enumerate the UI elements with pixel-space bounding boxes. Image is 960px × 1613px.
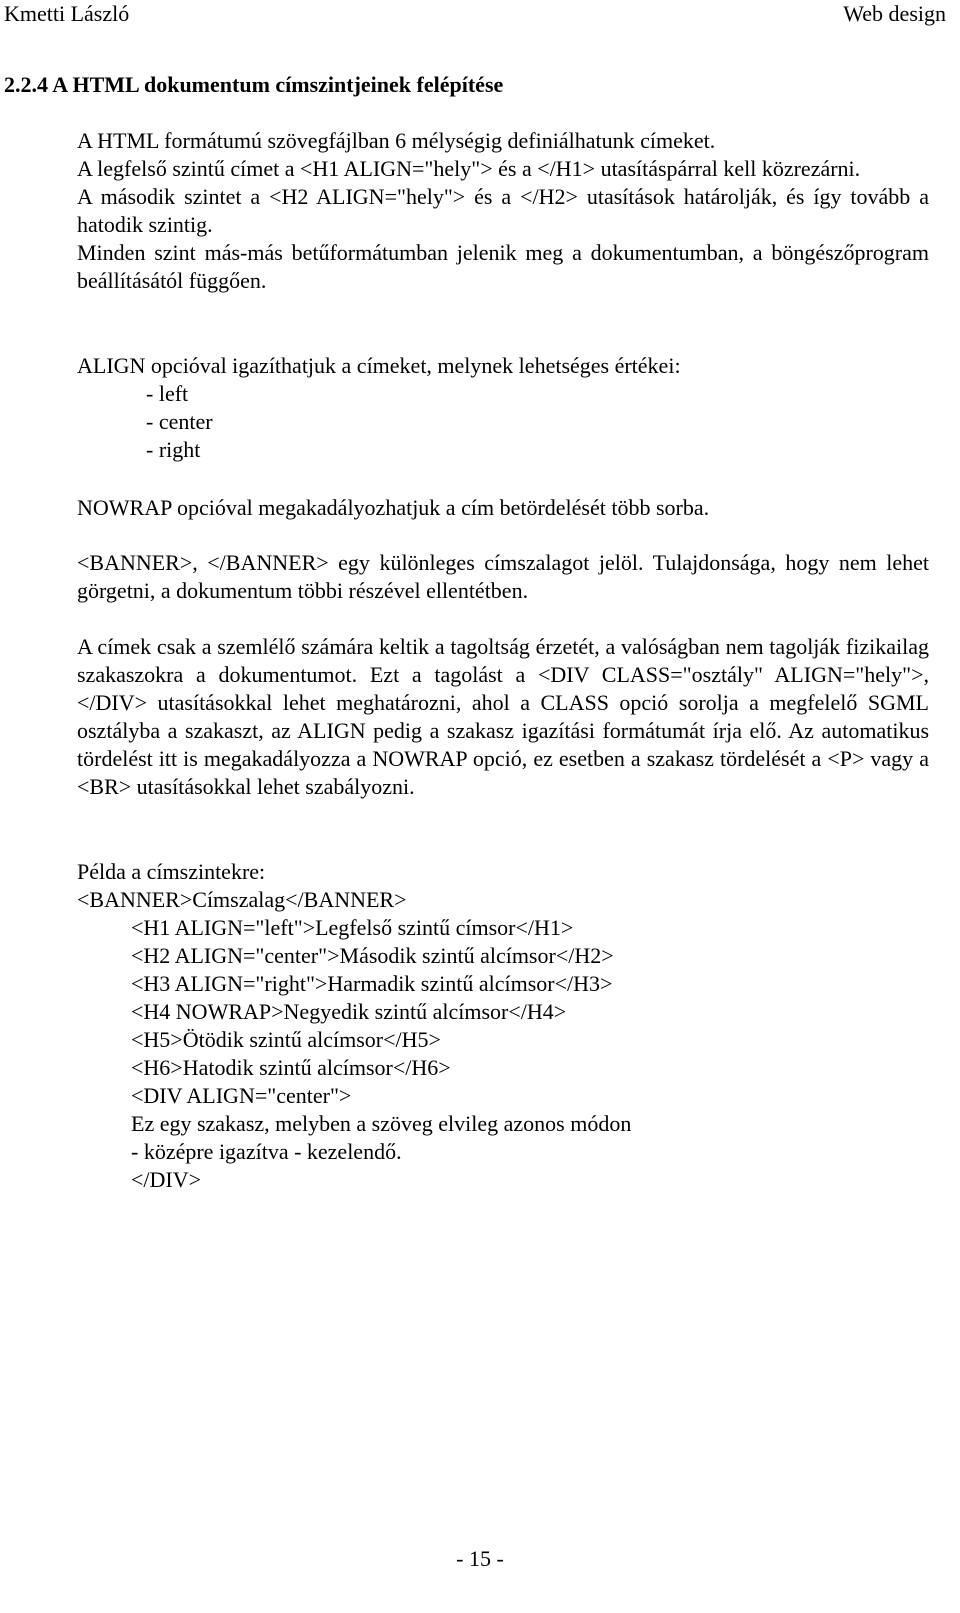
example-code-line: </DIV> (131, 1167, 202, 1192)
example-code-line: <H2 ALIGN="center">Második szintű alcímsor</H2> (131, 943, 614, 968)
intro-block (77, 127, 929, 295)
header-course: Web design (843, 1, 946, 26)
align-block (77, 352, 929, 464)
align-value-item: - left (146, 381, 189, 406)
align-value-item: - right (146, 437, 201, 462)
banner-paragraph: <BANNER>, </BANNER> egy különleges címszalagot jelöl. Tulajdonsága, hogy nem lehet görgetni, a dokumentum többi részével ellentétben. (77, 550, 929, 603)
example-block (77, 858, 929, 1194)
intro-paragraph-1: A HTML formátumú szövegfájlban 6 mélységig definiálhatunk címeket. (77, 128, 716, 153)
example-code-line: <DIV ALIGN="center"> (131, 1083, 352, 1108)
intro-paragraph-3: A második szintet a <H2 ALIGN="hely"> és a </H2> utasítások határolják, és így tovább a hatodik szintig. (77, 184, 929, 237)
example-code-line: <H4 NOWRAP>Negyedik szintű alcímsor</H4> (131, 999, 567, 1024)
intro-paragraph-2: A legfelső szintű címet a <H1 ALIGN="hely"> és a </H1> utasításpárral kell közrezárni. (77, 156, 861, 181)
section-title: 2.2.4 A HTML dokumentum címszintjeinek felépítése (4, 72, 504, 97)
example-title: Példa a címszintekre: (77, 859, 266, 884)
structure-paragraph: A címek csak a szemlélő számára keltik a tagoltság érzetét, a valóságban nem tagolják fizikailag szakaszokra a dokumentumot. Ezt a tagolást a <DIV CLASS="osztály" ALIGN="hely">, </DIV> utasításokkal lehet meghatározni, ahol a CLASS opció sorolja a megfelelő SGML osztályba a szakaszt, az ALIGN pedig a szakasz igazítási formátumát írja elő. Az automatikus tördelést itt is megakadályozza a NOWRAP opció, ez esetben a szakasz tördelését a <P> vagy a <BR> utasításokkal lehet szabályozni. (77, 634, 929, 799)
intro-paragraph-4: Minden szint más-más betűformátumban jelenik meg a dokumentumban, a böngészőprogram beállításától függően. (77, 240, 929, 293)
page-number: - 15 - (456, 1546, 504, 1571)
example-code-line: Ez egy szakasz, melyben a szöveg elvileg azonos módon (131, 1111, 632, 1136)
align-paragraph: ALIGN opcióval igazíthatjuk a címeket, melynek lehetséges értékei: (77, 353, 681, 378)
example-banner-line: <BANNER>Címszalag</BANNER> (77, 887, 407, 912)
example-code-line: <H1 ALIGN="left">Legfelső szintű címsor</H1> (131, 915, 574, 940)
align-value-item: - center (146, 409, 213, 434)
example-code-line: <H3 ALIGN="right">Harmadik szintű alcímsor</H3> (131, 971, 613, 996)
example-code-line: <H6>Hatodik szintű alcímsor</H6> (131, 1055, 451, 1080)
example-code-line: - középre igazítva - kezelendő. (131, 1139, 402, 1164)
header-author: Kmetti László (4, 1, 130, 26)
example-code-line: <H5>Ötödik szintű alcímsor</H5> (131, 1027, 441, 1052)
nowrap-paragraph: NOWRAP opcióval megakadályozhatjuk a cím betördelését több sorba. (77, 495, 710, 520)
